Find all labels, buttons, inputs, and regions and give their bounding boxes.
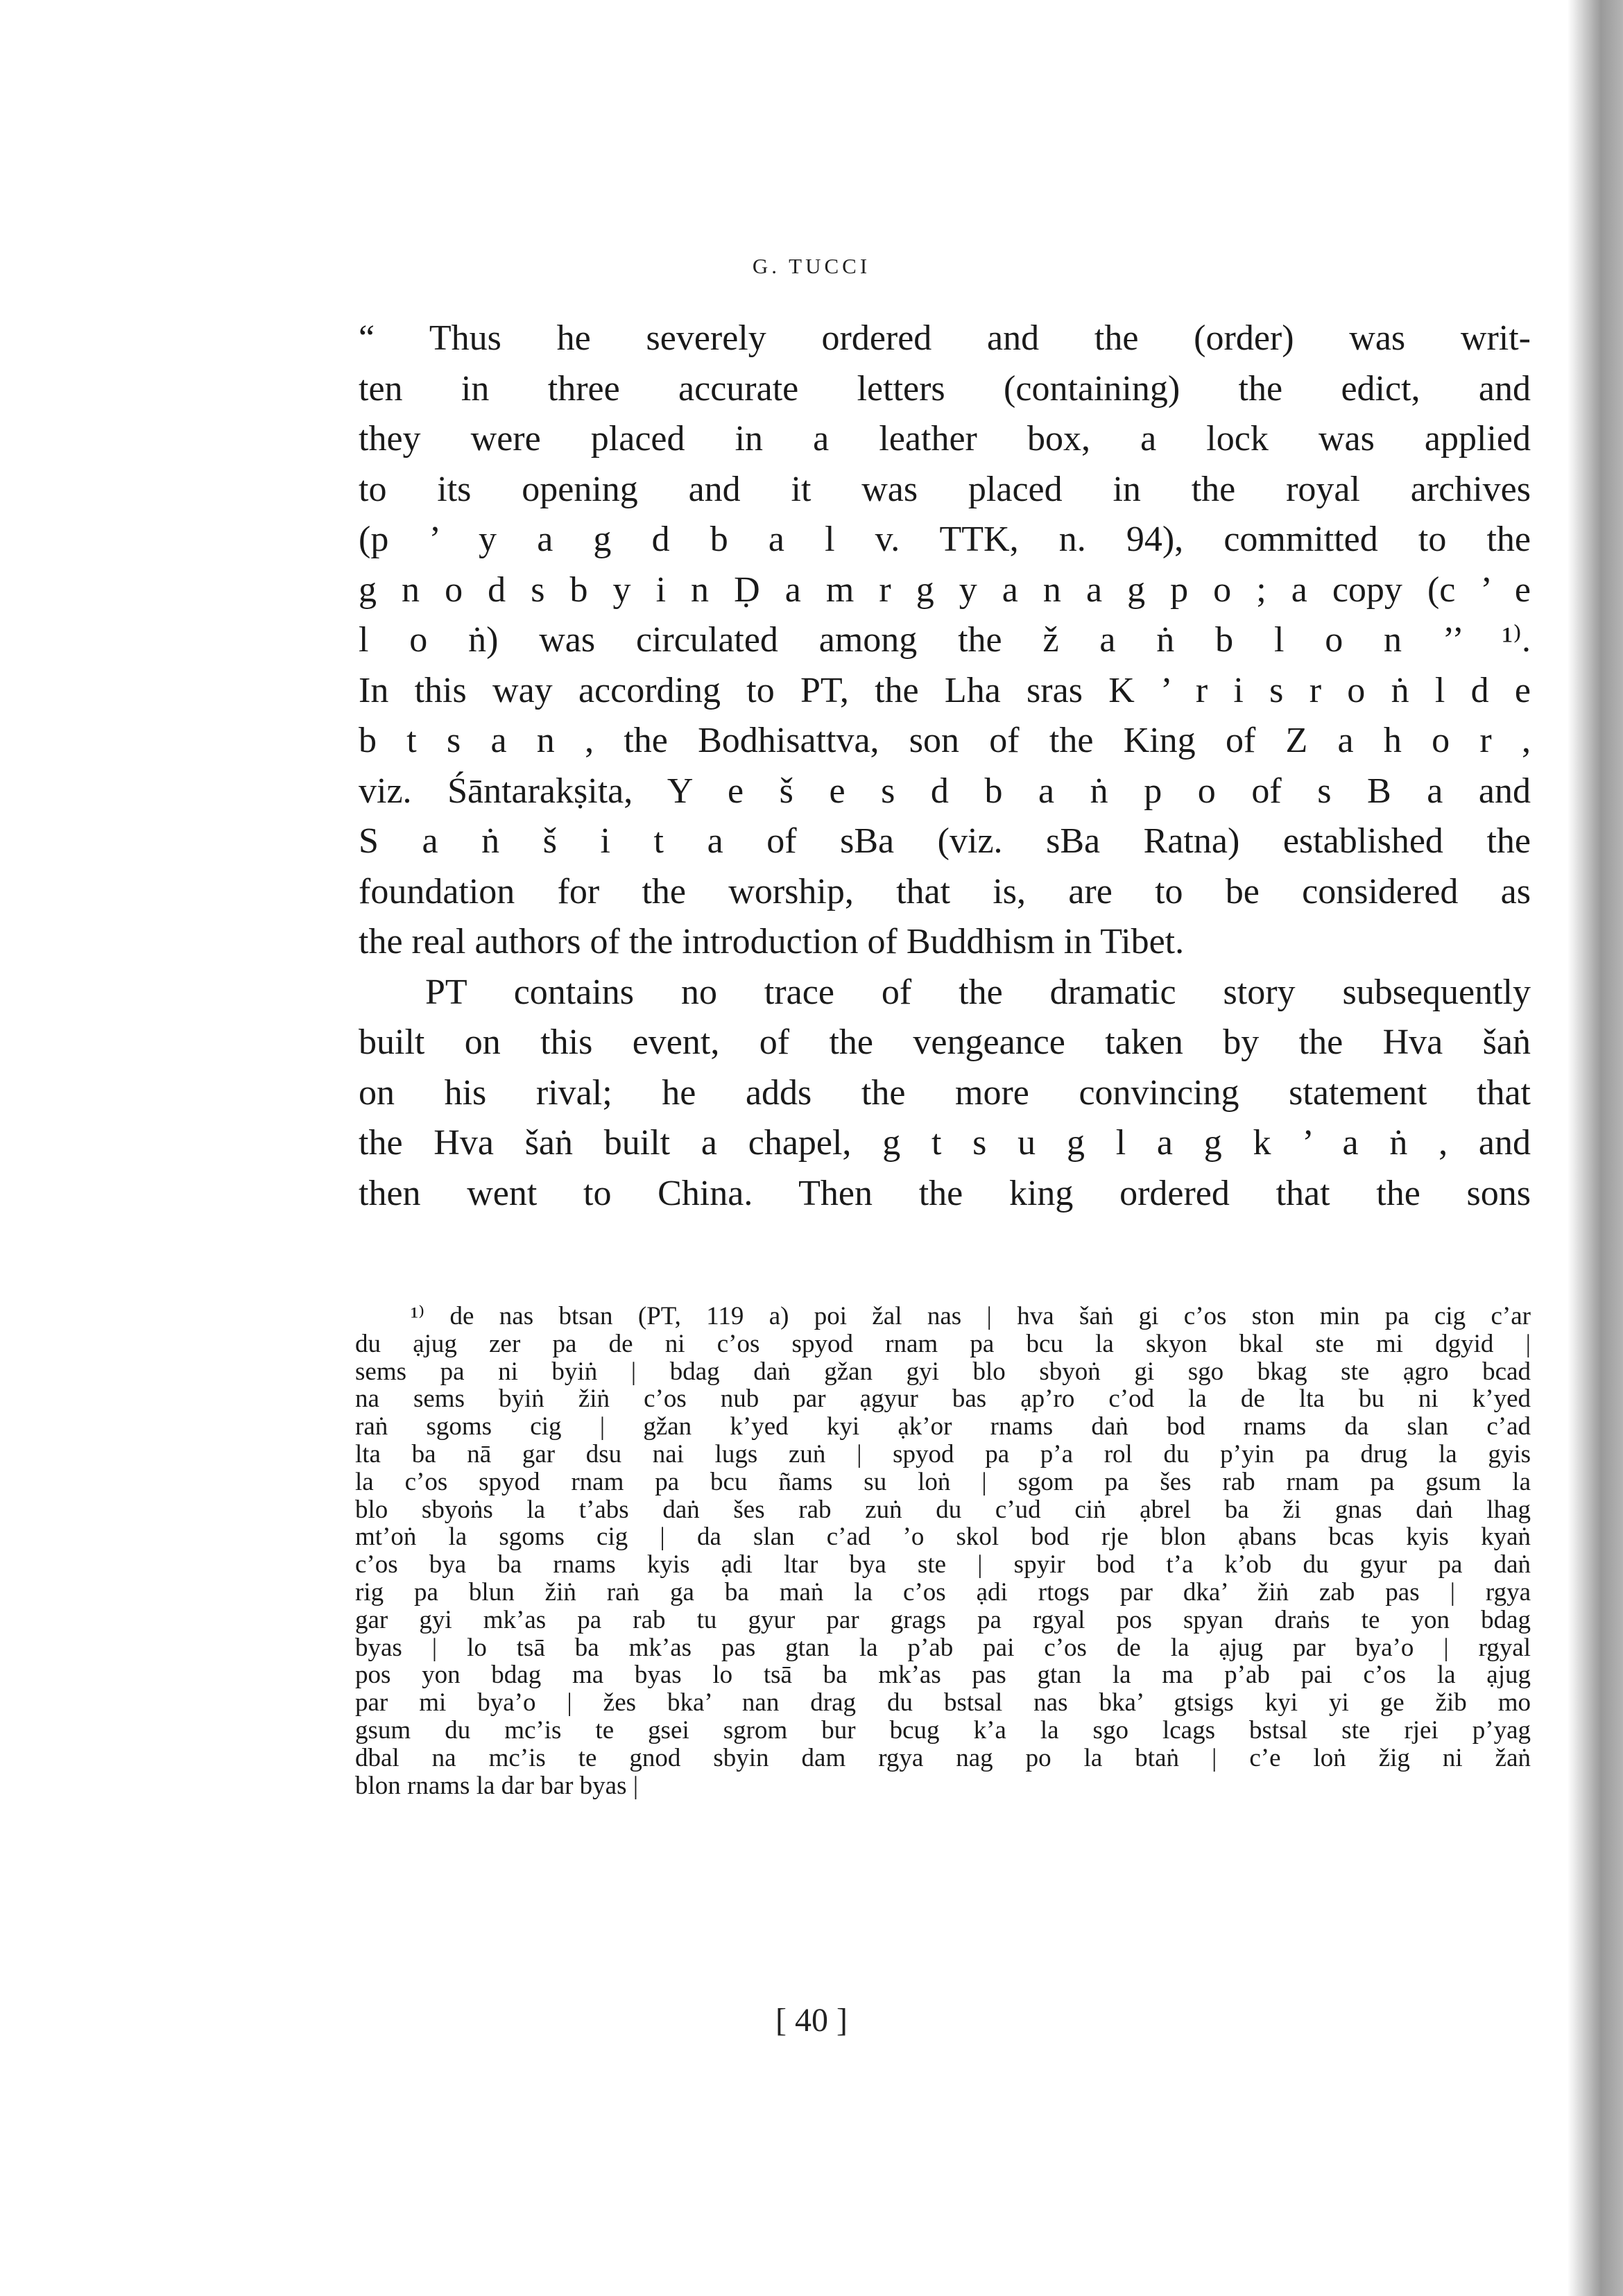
footnote-line: gar gyi mk’as pa rab tu gyur par grags pa rgyal pos spyan draṅs te yon bdag — [355, 1605, 1531, 1634]
main-text-line: built on this event, of the vengeance taken by the Hva šaṅ — [359, 1022, 1531, 1062]
main-text-line: on his rival; he adds the more convincing statement that — [359, 1072, 1531, 1113]
main-text-line: g n o d s b y i n Ḍ a m r g y a n a g p o ; a copy (c ’ e — [359, 569, 1531, 610]
main-text-line: b t s a n , the Bodhisattva, son of the King of Z a h o r , — [359, 721, 1531, 760]
footnote-line: raṅ sgoms cig | gžan k’yed kyi ạk’or rnams daṅ bod rnams da slan c’ad — [355, 1412, 1531, 1441]
footnote-line: la c’os spyod rnam pa bcu ñams su loṅ | sgom pa šes rab rnam pa gsum la — [355, 1467, 1531, 1496]
footnote-line: c’os bya ba rnams kyis ạdi ltar bya ste | spyir bod t’a k’ob du gyur pa daṅ — [355, 1550, 1531, 1579]
main-text-line: PT contains no trace of the dramatic story subsequently — [425, 972, 1531, 1012]
main-text-line: viz. Śāntarakṣita, Y e š e s d b a ṅ p o of s B a and — [359, 771, 1531, 811]
main-text-line: In this way according to PT, the Lha sras K ’ r i s r o ṅ l d e — [359, 670, 1531, 710]
footnote-line: na sems byiṅ žiṅ c’os nub par ạgyur bas ạp’ro c’od la de lta bu ni k’yed — [355, 1385, 1531, 1414]
footnote-line: du ạjug zer pa de ni c’os spyod rnam pa bcu la skyon bkal ste mi dgyid | — [355, 1329, 1531, 1358]
main-text-line: then went to China. Then the king ordered that the sons — [359, 1173, 1531, 1213]
footnote — [355, 1303, 1531, 1799]
main-text-line: “ Thus he severely ordered and the (order) was writ- — [359, 318, 1531, 358]
main-text-line: ten in three accurate letters (containing) the edict, and — [359, 368, 1531, 409]
main-text-line: the real authors of the introduction of Buddhism in Tibet. — [359, 922, 1185, 961]
main-text-line: l o ṅ) was circulated among the ž a ṅ b l o n ’’ ¹⁾. — [359, 620, 1531, 660]
footnote-line: ¹⁾ de nas btsan (PT, 119 a) poi žal nas | hva šaṅ gi c’os ston min pa cig c’ar — [411, 1302, 1531, 1330]
footnote-line: blon rnams la dar bar byas | — [355, 1771, 639, 1800]
footnote-line: rig pa blun žiṅ raṅ ga ba maṅ la c’os ạdi rtogs par dka’ žiṅ zab pas | rgya — [355, 1577, 1531, 1607]
main-text-line: foundation for the worship, that is, are to be considered as — [359, 871, 1531, 911]
footnote-line: gsum du mc’is te gsei sgrom bur bcug k’a la sgo lcags bstsal ste rjei p’yag — [355, 1715, 1531, 1745]
footnote-line: dbal na mc’is te gnod sbyin dam rgya nag po la btaṅ | c’e loṅ žig ni žaṅ — [355, 1743, 1531, 1772]
main-text-line: they were placed in a leather box, a lock was applied — [359, 419, 1531, 459]
main-text-line: (p ’ y a g d b a l v. TTK, n. 94), committed to the — [359, 520, 1531, 559]
footnote-line: mt’oṅ la sgoms cig | da slan c’ad ’o skol bod rje blon ạbans bcas kyis kyaṅ — [355, 1523, 1531, 1552]
main-text-line: S a ṅ š i t a of sBa (viz. sBa Ratna) established the — [359, 821, 1531, 861]
main-text — [359, 314, 1531, 1219]
footnote-line: blo sbyoṅs la t’abs daṅ šes rab zuṅ du c’ud ciṅ ạbrel ba ži gnas daṅ lhag — [355, 1495, 1531, 1524]
footnote-line: pos yon bdag ma byas lo tsā ba mk’as pas gtan la ma p’ab pai c’os la ạjug — [355, 1661, 1531, 1690]
page-number: [ 40 ] — [775, 2002, 848, 2039]
main-text-line: to its opening and it was placed in the royal archives — [359, 469, 1531, 509]
main-text-line: the Hva šaṅ built a chapel, g t s u g l a g k ’ a ṅ , and — [359, 1123, 1531, 1163]
running-head: G. TUCCI — [752, 254, 871, 278]
footnote-line: lta ba nā gar dsu nai lugs zuṅ | spyod pa p’a rol du p’yin pa drug la gyis — [355, 1439, 1531, 1468]
footnote-line: sems pa ni byiṅ | bdag daṅ gžan gyi blo sbyoṅ gi sgo bkag ste ạgro bcad — [355, 1357, 1531, 1386]
footnote-line: par mi bya’o | žes bka’ nan drag du bstsal nas bka’ gtsigs kyi yi ge žib mo — [355, 1688, 1531, 1717]
footnote-line: byas | lo tsā ba mk’as pas gtan la p’ab pai c’os de la ạjug par bya’o | rgyal — [355, 1633, 1531, 1662]
scanned-page-edge — [1568, 0, 1623, 2296]
